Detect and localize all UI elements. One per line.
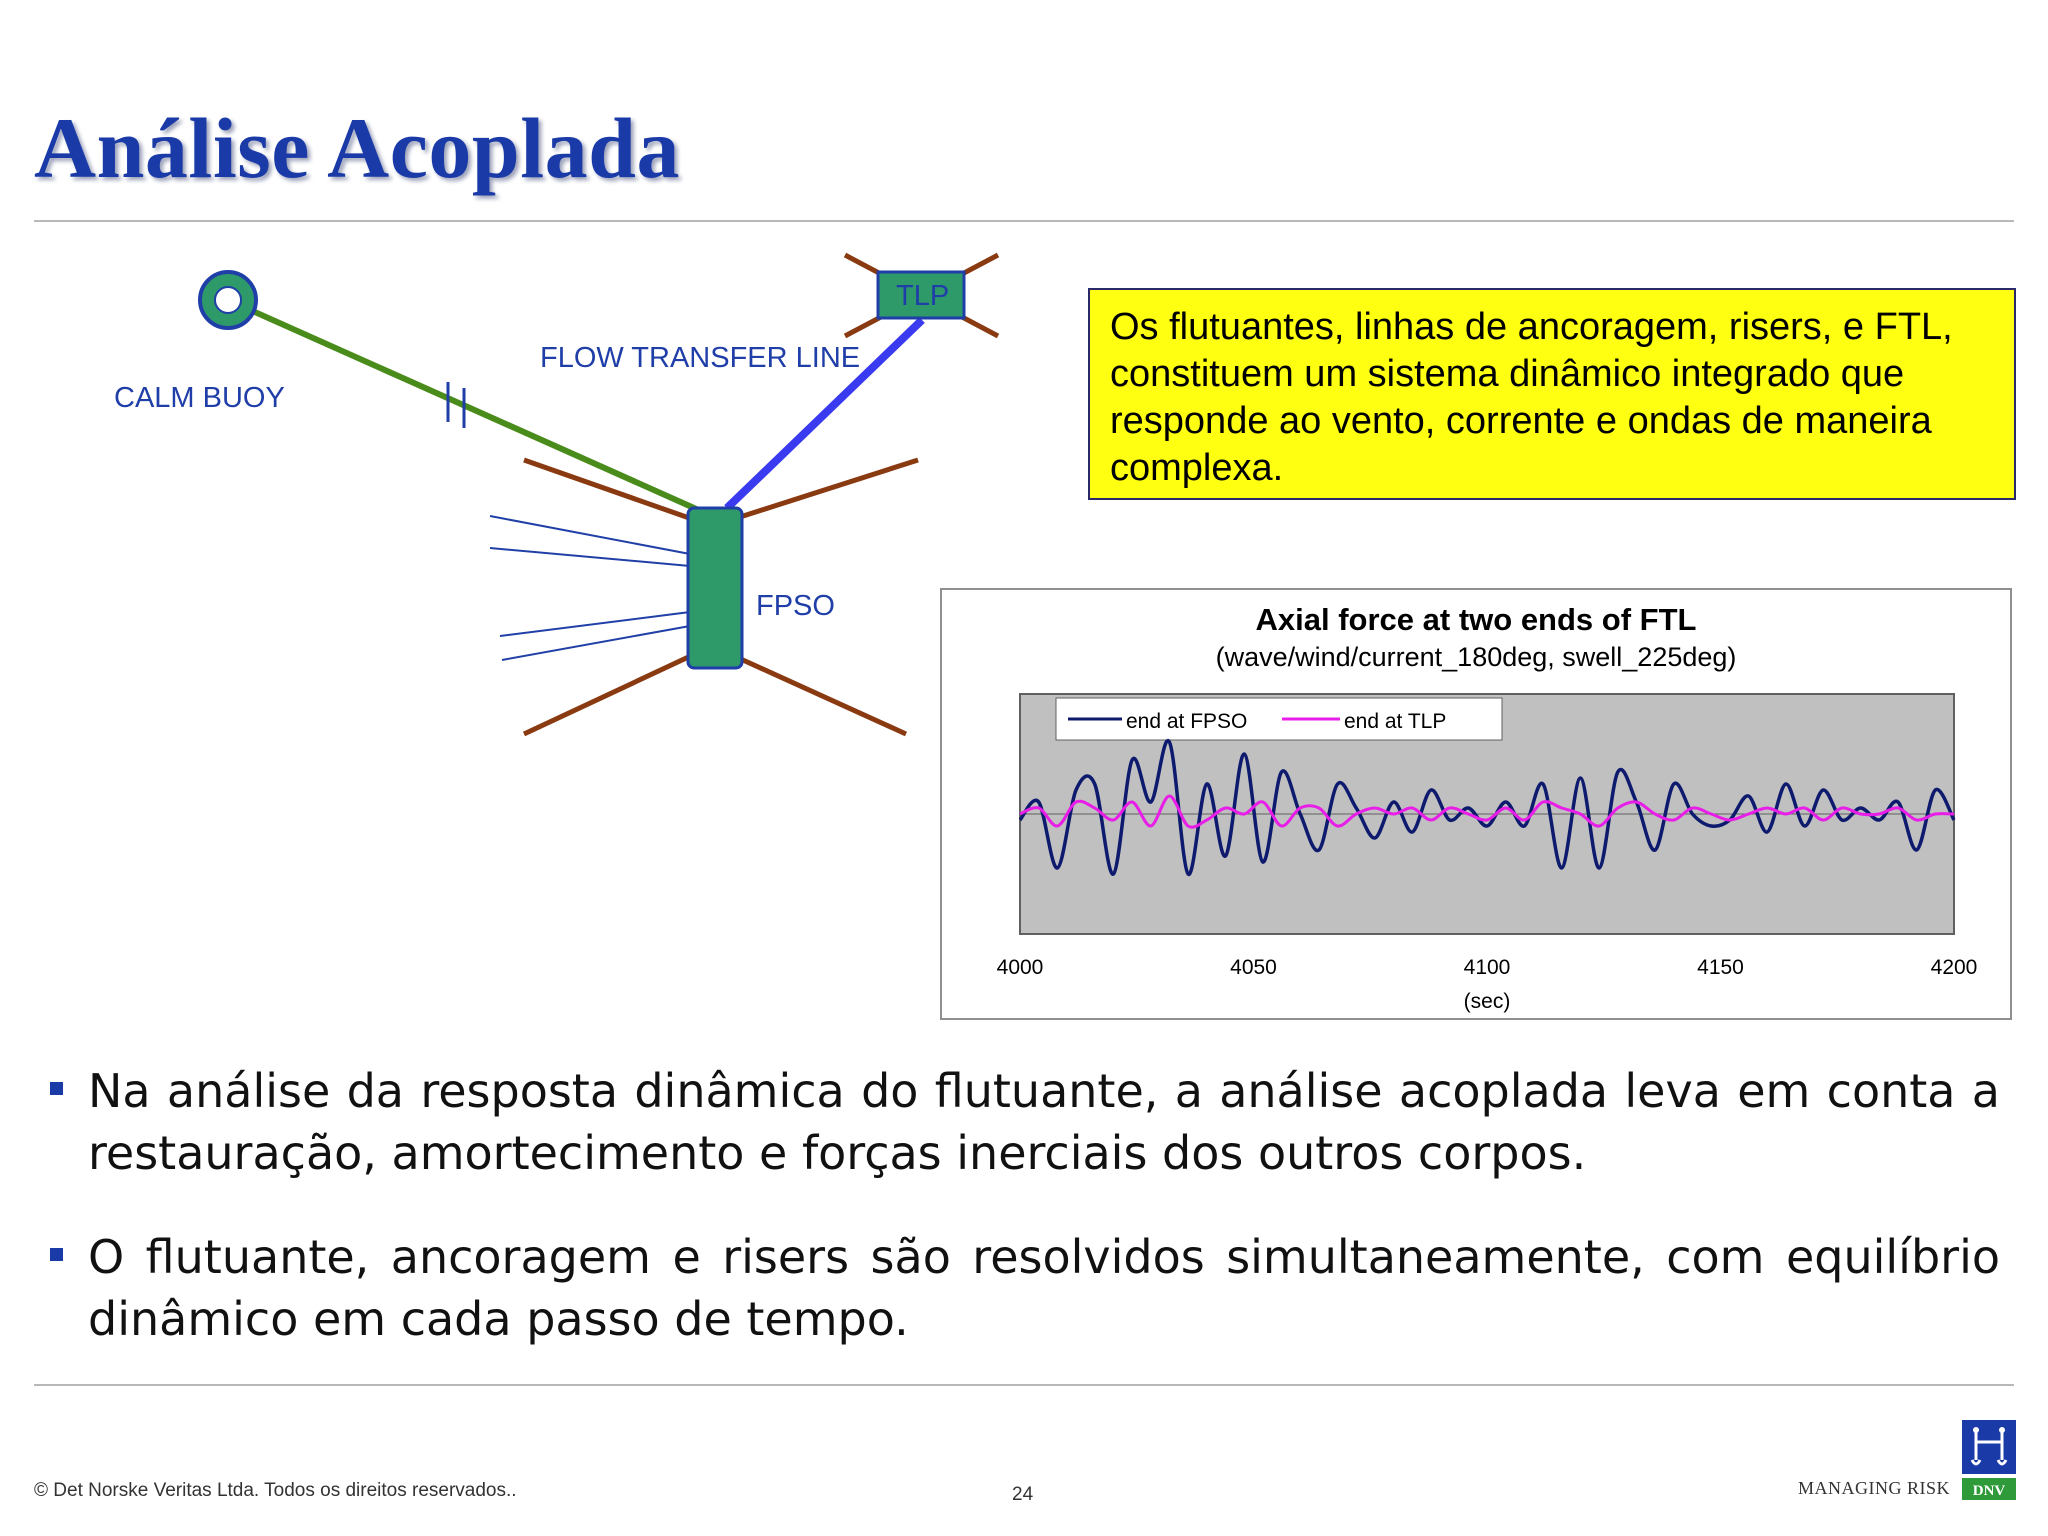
fpso-vessel <box>688 508 742 668</box>
copyright-footer: © Det Norske Veritas Ltda. Todos os direitos reservados.. <box>34 1480 517 1501</box>
page-title: Análise Acoplada <box>34 100 680 196</box>
bullet-square-icon <box>50 1248 63 1261</box>
riser-1 <box>490 516 690 554</box>
bullet-item-1 <box>50 1060 2000 1184</box>
axial-force-chart <box>940 588 2012 1020</box>
bullet-text-2: O flutuante, ancoragem e risers são resolvidos simultaneamente, com equilíbrio dinâmico em cada passo de tempo. <box>88 1230 2000 1346</box>
fpso-mooring-sw <box>524 646 712 734</box>
chart-title: Axial force at two ends of FTL <box>1255 602 1697 637</box>
riser-4 <box>502 626 690 660</box>
fpso-label: FPSO <box>756 590 835 622</box>
bullet-text-1: Na análise da resposta dinâmica do flutuante, a análise acoplada leva em conta a restauração, amortecimento e forças inerciais dos outros corpos. <box>88 1064 2000 1180</box>
bullet-item-2 <box>50 1226 2000 1350</box>
diagram-svg <box>0 230 1000 790</box>
tagline: MANAGING RISK <box>1798 1478 1951 1498</box>
riser-2 <box>490 548 690 566</box>
bottom-divider <box>34 1384 2014 1386</box>
mooring-diagram <box>0 230 1000 790</box>
calm-buoy-label: CALM BUOY <box>114 382 285 414</box>
bullet-square-icon <box>50 1082 63 1095</box>
chart-svg <box>942 590 2010 1018</box>
legend-label-fpso: end at FPSO <box>1126 710 1248 733</box>
legend-label-tlp: end at TLP <box>1344 710 1447 733</box>
x-tick-label: 4050 <box>1230 956 1277 979</box>
fpso-mooring-nw <box>524 460 712 526</box>
calm-buoy-center <box>215 287 241 313</box>
chart-subtitle: (wave/wind/current_180deg, swell_225deg) <box>1215 642 1737 672</box>
ftl-green-line <box>228 300 712 516</box>
x-tick-label: 4200 <box>1930 956 1978 979</box>
tlp-label: TLP <box>896 280 950 312</box>
x-axis-label: (sec) <box>1463 990 1511 1013</box>
flow-transfer-line-label: FLOW TRANSFER LINE <box>540 342 861 374</box>
bullet-list <box>50 1060 2000 1392</box>
callout-box: Os flutuantes, linhas de ancoragem, risers, e FTL, constituem um sistema dinâmico integrado que responde ao vento, corrente e ondas de maneira complexa. <box>1088 288 2016 500</box>
top-divider <box>34 220 2014 222</box>
logo-text: DNV <box>1972 1483 2006 1499</box>
x-tick-label: 4100 <box>1463 956 1511 979</box>
x-tick-label: 4000 <box>996 956 1044 979</box>
page-number: 24 <box>1012 1484 1034 1505</box>
dnv-logo-icon <box>1962 1420 2016 1500</box>
x-tick-label: 4150 <box>1697 956 1744 979</box>
riser-3 <box>500 612 690 636</box>
